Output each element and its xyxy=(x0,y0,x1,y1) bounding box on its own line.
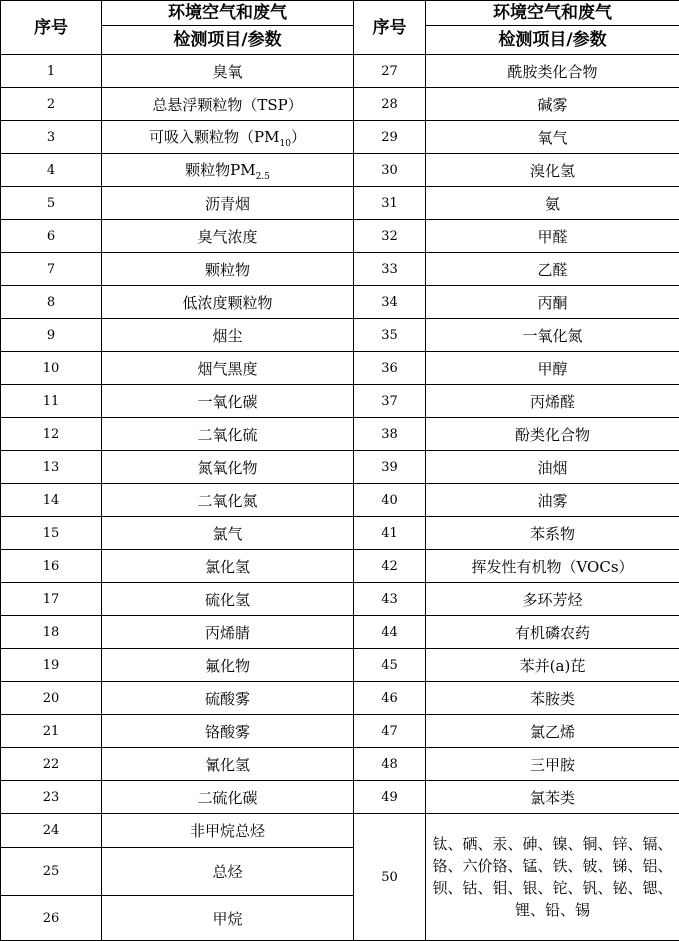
serial-number-cell: 1 xyxy=(1,55,102,88)
serial-number-cell: 12 xyxy=(1,418,102,451)
serial-number-cell: 19 xyxy=(1,649,102,682)
item-cell: 氯苯类 xyxy=(426,781,679,814)
item-suffix: ） xyxy=(290,127,306,146)
item-cell: 丙烯腈 xyxy=(102,616,354,649)
serial-number-cell: 23 xyxy=(1,781,102,814)
item-name: 颗粒物PM xyxy=(185,160,256,179)
serial-number-cell: 17 xyxy=(1,583,102,616)
item-cell: 臭氧 xyxy=(102,55,354,88)
item-subscript: 10 xyxy=(279,138,291,149)
header-serial-left: 序号 xyxy=(1,1,102,55)
header-item-right-line2: 检测项目/参数 xyxy=(426,26,679,55)
serial-number-cell: 26 xyxy=(1,896,102,941)
table-row xyxy=(1,418,679,451)
item-cell: 苯胺类 xyxy=(426,682,679,715)
item-cell: 烟尘 xyxy=(102,319,354,352)
table-row xyxy=(1,616,679,649)
item-cell: 非甲烷总烃 xyxy=(102,814,354,848)
item-cell: 甲烷 xyxy=(102,896,354,941)
item-cell: 苯系物 xyxy=(426,517,679,550)
item-cell: 二氧化氮 xyxy=(102,484,354,517)
table-row xyxy=(1,88,679,121)
table-row xyxy=(1,682,679,715)
table-row xyxy=(1,253,679,286)
serial-number-cell: 38 xyxy=(354,418,426,451)
table-row xyxy=(1,550,679,583)
item-cell: 甲醇 xyxy=(426,352,679,385)
item-cell xyxy=(102,121,354,154)
item-cell: 乙醛 xyxy=(426,253,679,286)
item-cell: 颗粒物 xyxy=(102,253,354,286)
serial-number-cell: 3 xyxy=(1,121,102,154)
serial-number-cell: 40 xyxy=(354,484,426,517)
item-cell: 硫化氢 xyxy=(102,583,354,616)
table-row xyxy=(1,715,679,748)
item-cell xyxy=(102,154,354,187)
item-cell: 二硫化碳 xyxy=(102,781,354,814)
item-name: 可吸入颗粒物（PM xyxy=(149,127,280,146)
table-row xyxy=(1,484,679,517)
item-cell: 丙烯醛 xyxy=(426,385,679,418)
table-row xyxy=(1,748,679,781)
serial-number-cell: 7 xyxy=(1,253,102,286)
table-row xyxy=(1,781,679,814)
item-cell: 铬酸雾 xyxy=(102,715,354,748)
serial-number-cell: 6 xyxy=(1,220,102,253)
serial-number-cell: 14 xyxy=(1,484,102,517)
item-cell: 沥青烟 xyxy=(102,187,354,220)
serial-number-cell: 47 xyxy=(354,715,426,748)
serial-number-cell: 33 xyxy=(354,253,426,286)
table-row xyxy=(1,286,679,319)
item-cell: 烟气黑度 xyxy=(102,352,354,385)
item-cell: 碱雾 xyxy=(426,88,679,121)
serial-number-cell: 34 xyxy=(354,286,426,319)
table-row xyxy=(1,55,679,88)
item-cell: 酚类化合物 xyxy=(426,418,679,451)
table-row xyxy=(1,352,679,385)
item-cell: 三甲胺 xyxy=(426,748,679,781)
serial-number-cell: 46 xyxy=(354,682,426,715)
serial-number-cell: 31 xyxy=(354,187,426,220)
serial-number-cell: 39 xyxy=(354,451,426,484)
serial-number-cell: 9 xyxy=(1,319,102,352)
serial-number-cell: 13 xyxy=(1,451,102,484)
item-cell: 酰胺类化合物 xyxy=(426,55,679,88)
serial-number-cell: 10 xyxy=(1,352,102,385)
serial-number-cell: 36 xyxy=(354,352,426,385)
item-cell: 氟化物 xyxy=(102,649,354,682)
item-cell: 氯化氢 xyxy=(102,550,354,583)
serial-number-cell: 48 xyxy=(354,748,426,781)
serial-number-cell: 27 xyxy=(354,55,426,88)
serial-number-cell: 15 xyxy=(1,517,102,550)
header-item-left-line2: 检测项目/参数 xyxy=(102,26,354,55)
item-cell: 氯气 xyxy=(102,517,354,550)
serial-number-cell: 41 xyxy=(354,517,426,550)
serial-number-cell: 37 xyxy=(354,385,426,418)
serial-number-cell: 2 xyxy=(1,88,102,121)
serial-number-cell: 11 xyxy=(1,385,102,418)
serial-number-cell: 5 xyxy=(1,187,102,220)
table-row xyxy=(1,649,679,682)
table-row xyxy=(1,583,679,616)
table-row xyxy=(1,319,679,352)
serial-number-cell: 45 xyxy=(354,649,426,682)
serial-number-cell: 29 xyxy=(354,121,426,154)
serial-number-cell: 42 xyxy=(354,550,426,583)
item-cell: 油烟 xyxy=(426,451,679,484)
table-row xyxy=(1,517,679,550)
serial-number-cell: 28 xyxy=(354,88,426,121)
item-cell: 氧气 xyxy=(426,121,679,154)
serial-number-cell: 16 xyxy=(1,550,102,583)
table-row xyxy=(1,220,679,253)
serial-number-cell: 18 xyxy=(1,616,102,649)
item-cell: 硫酸雾 xyxy=(102,682,354,715)
table-row xyxy=(1,814,679,848)
item-cell: 溴化氢 xyxy=(426,154,679,187)
item-cell: 氰化氢 xyxy=(102,748,354,781)
serial-number-cell: 43 xyxy=(354,583,426,616)
item-cell: 一氧化氮 xyxy=(426,319,679,352)
serial-number-cell: 8 xyxy=(1,286,102,319)
item-cell: 氨 xyxy=(426,187,679,220)
header-item-right-line1: 环境空气和废气 xyxy=(426,1,679,26)
header-serial-right: 序号 xyxy=(354,1,426,55)
serial-number-cell: 50 xyxy=(354,814,426,941)
table-row xyxy=(1,385,679,418)
item-cell: 苯并(a)芘 xyxy=(426,649,679,682)
item-cell: 有机磷农药 xyxy=(426,616,679,649)
item-cell: 挥发性有机物（VOCs） xyxy=(426,550,679,583)
item-cell: 一氧化碳 xyxy=(102,385,354,418)
item-cell: 油雾 xyxy=(426,484,679,517)
table-row xyxy=(1,187,679,220)
item-cell: 丙酮 xyxy=(426,286,679,319)
serial-number-cell: 32 xyxy=(354,220,426,253)
item-subscript: 2.5 xyxy=(255,171,270,182)
metals-item-cell: 钛、硒、汞、砷、镍、铜、锌、镉、铬、六价铬、锰、铁、铍、锑、铝、钡、钴、钼、银、铊、钒、铋、锶、锂、铅、锡 xyxy=(426,814,679,941)
item-cell: 二氧化硫 xyxy=(102,418,354,451)
header-item-left-line1: 环境空气和废气 xyxy=(102,1,354,26)
serial-number-cell: 35 xyxy=(354,319,426,352)
serial-number-cell: 30 xyxy=(354,154,426,187)
item-cell: 氮氧化物 xyxy=(102,451,354,484)
item-cell: 低浓度颗粒物 xyxy=(102,286,354,319)
serial-number-cell: 49 xyxy=(354,781,426,814)
serial-number-cell: 25 xyxy=(1,848,102,896)
item-cell: 氯乙烯 xyxy=(426,715,679,748)
serial-number-cell: 22 xyxy=(1,748,102,781)
serial-number-cell: 44 xyxy=(354,616,426,649)
table-row xyxy=(1,154,679,187)
item-cell: 甲醛 xyxy=(426,220,679,253)
serial-number-cell: 24 xyxy=(1,814,102,848)
table-row xyxy=(1,451,679,484)
table-row xyxy=(1,121,679,154)
item-cell: 臭气浓度 xyxy=(102,220,354,253)
serial-number-cell: 4 xyxy=(1,154,102,187)
item-cell: 多环芳烃 xyxy=(426,583,679,616)
serial-number-cell: 20 xyxy=(1,682,102,715)
item-cell: 总烃 xyxy=(102,848,354,896)
item-cell: 总悬浮颗粒物（TSP） xyxy=(102,88,354,121)
serial-number-cell: 21 xyxy=(1,715,102,748)
